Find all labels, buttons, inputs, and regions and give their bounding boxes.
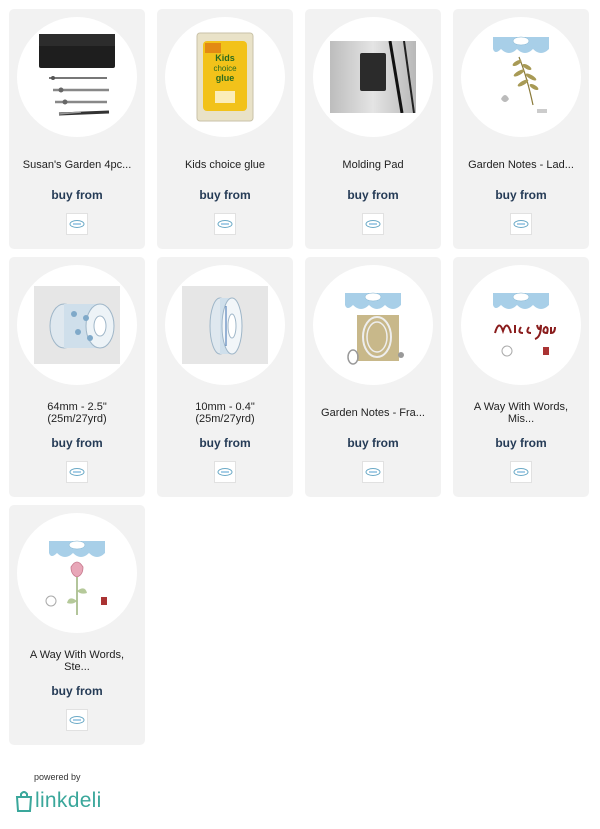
store-logo-icon[interactable] bbox=[66, 213, 88, 235]
store-logo-icon[interactable] bbox=[362, 461, 384, 483]
powered-by-text: powered by bbox=[34, 772, 81, 782]
buy-from-link[interactable]: buy from bbox=[51, 684, 103, 698]
product-card[interactable] bbox=[157, 257, 293, 497]
product-title[interactable]: Susan's Garden 4pc... bbox=[22, 159, 132, 171]
product-image[interactable] bbox=[17, 513, 137, 633]
product-card[interactable] bbox=[157, 9, 293, 249]
molding-pad-image bbox=[330, 41, 416, 113]
store-logo-icon[interactable] bbox=[66, 709, 88, 731]
product-card[interactable] bbox=[453, 257, 589, 497]
buy-from-link[interactable]: buy from bbox=[199, 436, 251, 450]
product-card[interactable] bbox=[9, 505, 145, 745]
product-title[interactable]: Garden Notes - Lad... bbox=[468, 159, 574, 171]
store-logo-icon[interactable] bbox=[510, 213, 532, 235]
fern-die-image bbox=[471, 27, 571, 127]
product-card[interactable] bbox=[9, 9, 145, 249]
svg-text:glue: glue bbox=[215, 73, 235, 83]
product-image[interactable] bbox=[17, 17, 137, 137]
rose-stem-die-image bbox=[27, 523, 127, 623]
product-title[interactable]: Kids choice glue bbox=[184, 159, 266, 171]
product-card[interactable] bbox=[453, 9, 589, 249]
store-logo-icon[interactable] bbox=[214, 461, 236, 483]
product-image[interactable] bbox=[313, 265, 433, 385]
tape-roll-image bbox=[34, 286, 120, 364]
buy-from-link[interactable]: buy from bbox=[347, 188, 399, 202]
buy-from-link[interactable]: buy from bbox=[347, 436, 399, 450]
oval-frame-die-image bbox=[323, 275, 423, 375]
buy-from-link[interactable]: buy from bbox=[199, 188, 251, 202]
buy-from-link[interactable]: buy from bbox=[495, 188, 547, 202]
product-image[interactable] bbox=[461, 17, 581, 137]
svg-text:Kids: Kids bbox=[215, 53, 235, 63]
product-image[interactable] bbox=[313, 17, 433, 137]
product-title[interactable]: Molding Pad bbox=[342, 159, 404, 171]
product-title[interactable]: 10mm - 0.4" (25m/27yrd) bbox=[195, 401, 255, 425]
store-logo-icon[interactable] bbox=[214, 213, 236, 235]
product-title[interactable]: 64mm - 2.5" (25m/27yrd) bbox=[47, 401, 107, 425]
store-logo-icon[interactable] bbox=[510, 461, 532, 483]
buy-from-link[interactable]: buy from bbox=[51, 436, 103, 450]
product-image[interactable] bbox=[17, 265, 137, 385]
shopping-bag-icon bbox=[15, 790, 33, 812]
linkdeli-logo[interactable] bbox=[15, 789, 102, 813]
product-title[interactable]: A Way With Words, Ste... bbox=[29, 649, 125, 673]
tool-pouch-image bbox=[31, 32, 123, 122]
store-logo-icon[interactable] bbox=[362, 213, 384, 235]
tape-roll-image bbox=[182, 286, 268, 364]
product-card[interactable] bbox=[9, 257, 145, 497]
product-card[interactable] bbox=[305, 257, 441, 497]
product-image[interactable] bbox=[165, 17, 285, 137]
store-logo-icon[interactable] bbox=[66, 461, 88, 483]
buy-from-link[interactable]: buy from bbox=[51, 188, 103, 202]
product-image[interactable] bbox=[165, 265, 285, 385]
miss-you-die-image bbox=[471, 275, 571, 375]
product-image[interactable] bbox=[461, 265, 581, 385]
brand-name: linkdeli bbox=[35, 789, 102, 812]
buy-from-link[interactable]: buy from bbox=[495, 436, 547, 450]
svg-text:choice: choice bbox=[213, 64, 237, 73]
product-card[interactable] bbox=[305, 9, 441, 249]
glue-package-image bbox=[195, 31, 255, 123]
product-title[interactable]: A Way With Words, Mis... bbox=[473, 401, 569, 425]
product-title[interactable]: Garden Notes - Fra... bbox=[321, 407, 425, 419]
